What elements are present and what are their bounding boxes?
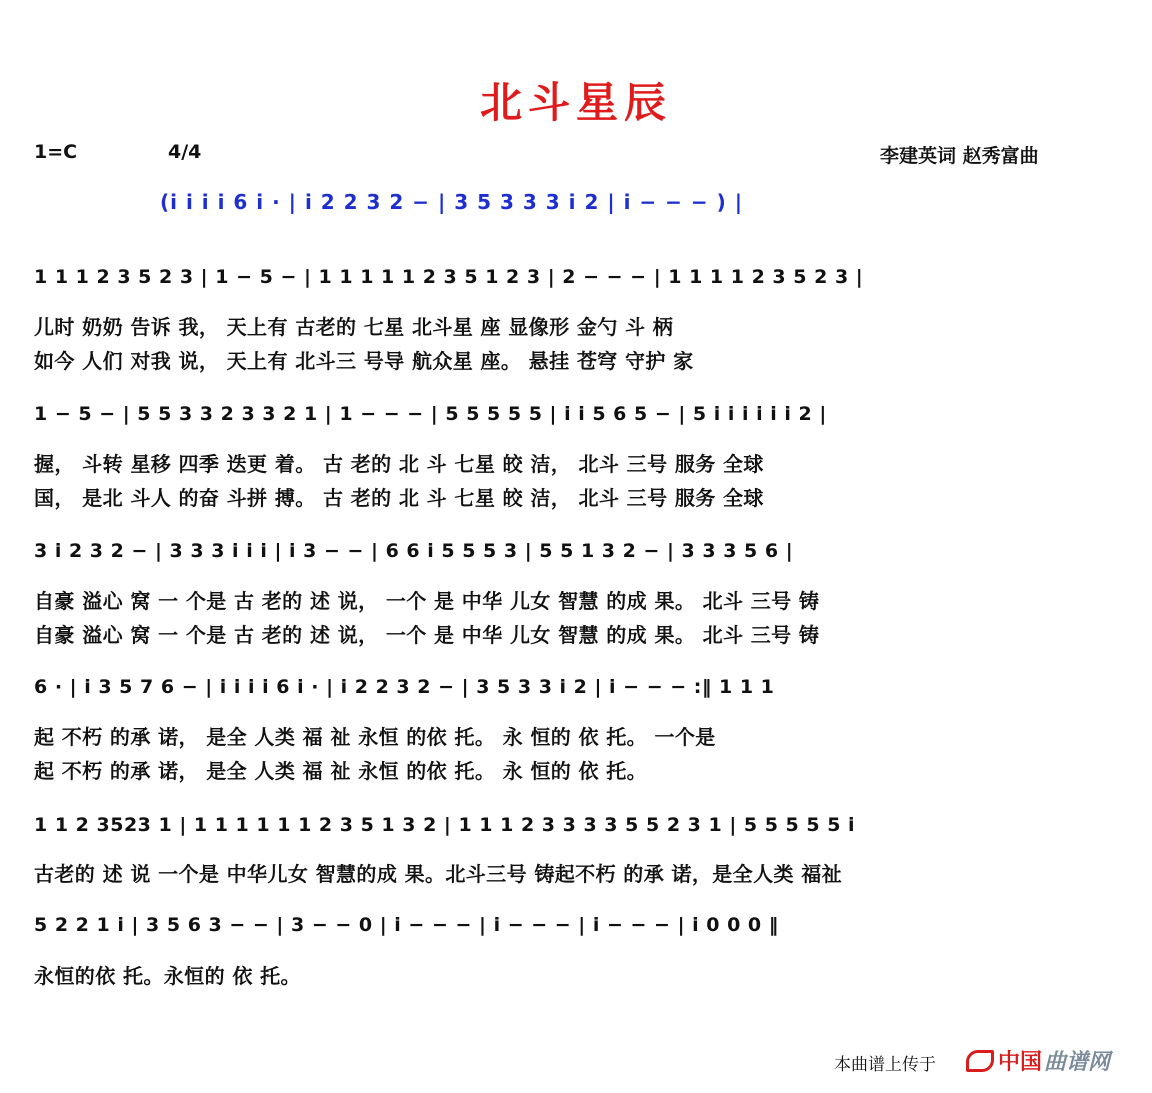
- system-4-notes: 6 · | i 3 5 7 6 − | i i i i 6 i · | i 2 2 3 2 − | 3 5 3 3 i 2 | i − − − :‖ 1 1 1: [34, 676, 775, 698]
- system-3-notes: 3 i 2 3 2 − | 3 3 3 i i i | i 3 − − | 6 6 i 5 5 5 3 | 5 5 1 3 2 − | 3 3 3 5 6 |: [34, 540, 794, 562]
- logo-red-text: 中国: [998, 1050, 1043, 1075]
- system-2-lyric-verse-2: 国， 是北 斗人 的奋 斗拼 搏。 古 老的 北 斗 七星 皎 洁， 北斗 三号 服务 全球: [34, 486, 764, 510]
- song-title: 北斗星辰: [479, 78, 672, 127]
- system-3-lyric-verse-1: 自豪 溢心 窝 一 个是 古 老的 述 说， 一个 是 中华 儿女 智慧 的成 果。 北斗 三号 铸: [34, 589, 820, 613]
- system-2-notes: 1 − 5 − | 5 5 3 3 2 3 3 2 1 | 1 − − − | 5 5 5 5 5 | i i 5 6 5 − | 5 i i i i i i 2 |: [34, 403, 827, 425]
- logo-gray-text: 曲谱网: [1044, 1050, 1111, 1075]
- logo-mark-icon: [966, 1050, 994, 1072]
- time-signature: 4/4: [168, 141, 202, 163]
- system-1-lyric-verse-1: 儿时 奶奶 告诉 我， 天上有 古老的 七星 北斗星 座 显像形 金勺 斗 柄: [34, 315, 674, 339]
- footer-upload-label: 本曲谱上传于: [834, 1055, 936, 1075]
- system-1-lyric-verse-2: 如今 人们 对我 说， 天上有 北斗三 号导 航众星 座。 悬挂 苍穹 守护 家: [34, 349, 694, 373]
- key-signature: 1=C: [34, 141, 78, 163]
- system-4-lyric-verse-2: 起 不朽 的承 诺， 是全 人类 福 祉 永恒 的依 托。 永 恒的 依 托。: [34, 759, 648, 783]
- site-logo[interactable]: [966, 1045, 1110, 1076]
- system-6-notes: 5 2 2 1 i | 3 5 6 3 − − | 3 − − 0 | i − − − | i − − − | i − − − | i 0 0 0 ‖: [34, 914, 779, 936]
- system-3-lyric-verse-2: 自豪 溢心 窝 一 个是 古 老的 述 说， 一个 是 中华 儿女 智慧 的成 果。 北斗 三号 铸: [34, 623, 820, 647]
- system-2-lyric-verse-1: 握， 斗转 星移 四季 迭更 着。 古 老的 北 斗 七星 皎 洁， 北斗 三号 服务 全球: [34, 452, 764, 476]
- system-5-lyric: 古老的 述 说 一个是 中华儿女 智慧的成 果。北斗三号 铸起不朽 的承 诺，是全人类 福祉: [34, 862, 843, 886]
- system-6-lyric: 永恒的依 托。永恒的 依 托。: [34, 964, 301, 988]
- intro-notation: (i i i i 6 i · | i 2 2 3 2 − | 3 5 3 3 3 i 2 | i − − − ) |: [160, 190, 744, 214]
- credits: 李建英词 赵秀富曲: [880, 145, 1039, 167]
- system-1-notes: 1 1 1 2 3 5 2 3 | 1 − 5 − | 1 1 1 1 1 2 3 5 1 2 3 | 2 − − − | 1 1 1 1 2 3 5 2 3 |: [34, 266, 864, 288]
- system-4-lyric-verse-1: 起 不朽 的承 诺， 是全 人类 福 祉 永恒 的依 托。 永 恒的 依 托。 一个是: [34, 725, 716, 749]
- system-5-notes: 1 1 2 3523 1 | 1 1 1 1 1 1 2 3 5 1 3 2 | 1 1 1 2 3 3 3 3 5 5 2 3 1 | 5 5 5 5 5 i: [34, 814, 856, 836]
